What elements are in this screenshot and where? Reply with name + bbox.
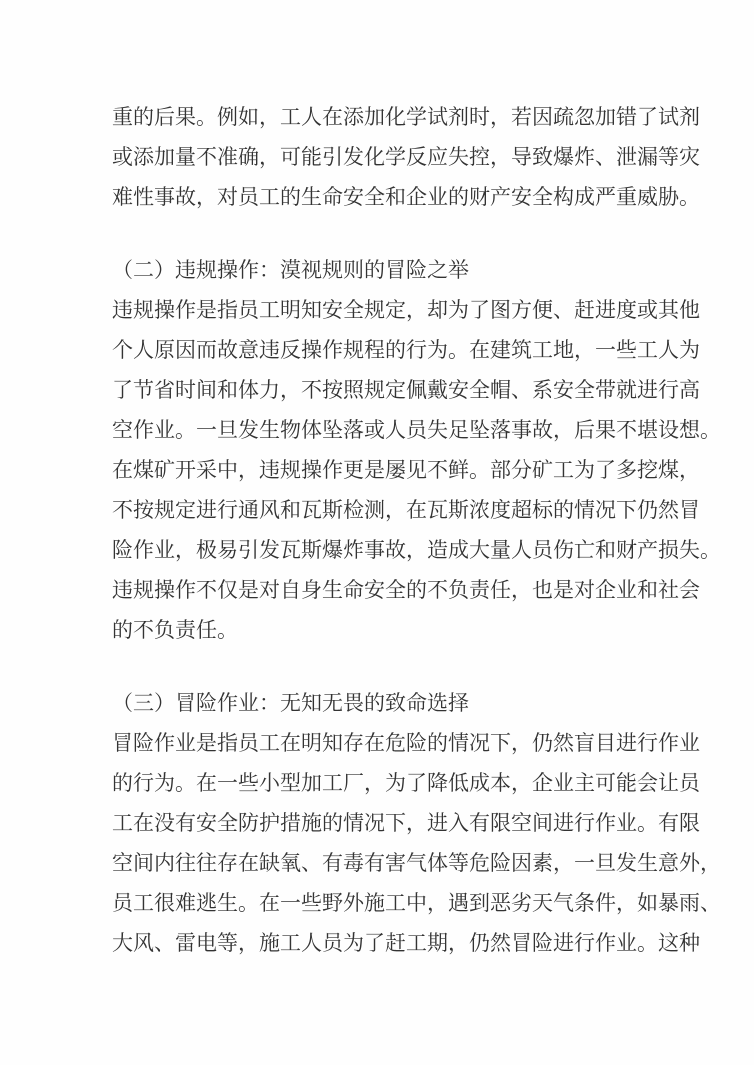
section-2-paragraph xyxy=(112,290,721,650)
text-line: 或添加量不准确，可能引发化学反应失控，导致爆炸、泄漏等灾 xyxy=(112,145,700,169)
text-line: 在煤矿开采中，违规操作更是屡见不鲜。部分矿工为了多挖煤， xyxy=(112,458,700,482)
text-line: 工在没有安全防护措施的情况下，进入有限空间进行作业。有限 xyxy=(112,811,700,835)
text-line: 个人原因而故意违反操作规程的行为。在建筑工地，一些工人为 xyxy=(112,338,700,362)
section-heading-3: （三）冒险作业：无知无畏的致命选择 xyxy=(112,691,469,715)
text-line: 重的后果。例如，工人在添加化学试剂时，若因疏忽加错了试剂 xyxy=(112,105,700,129)
section-3-paragraph xyxy=(112,723,721,963)
text-line: 大风、雷电等，施工人员为了赶工期，仍然冒险进行作业。这种 xyxy=(112,931,700,955)
text-line: 的不负责任。 xyxy=(112,618,238,642)
text-line: 的行为。在一些小型加工厂，为了降低成本，企业主可能会让员 xyxy=(112,771,700,795)
intro-paragraph xyxy=(112,97,700,217)
text-line: 不按规定进行通风和瓦斯检测，在瓦斯浓度超标的情况下仍然冒 xyxy=(112,498,700,522)
text-line: 违规操作不仅是对自身生命安全的不负责任，也是对企业和社会 xyxy=(112,578,700,602)
text-line: 空间内往往存在缺氧、有毒有害气体等危险因素，一旦发生意外， xyxy=(112,851,721,875)
text-line: 难性事故，对员工的生命安全和企业的财产安全构成严重威胁。 xyxy=(112,185,700,209)
text-line: 冒险作业是指员工在明知存在危险的情况下，仍然盲目进行作业 xyxy=(112,731,700,755)
section-heading-2: （二）违规操作：漠视规则的冒险之举 xyxy=(112,258,469,282)
text-line: 险作业，极易引发瓦斯爆炸事故，造成大量人员伤亡和财产损失。 xyxy=(112,538,721,562)
text-line: 空作业。一旦发生物体坠落或人员失足坠落事故，后果不堪设想。 xyxy=(112,418,721,442)
text-line: 违规操作是指员工明知安全规定，却为了图方便、赶进度或其他 xyxy=(112,298,700,322)
text-line: 员工很难逃生。在一些野外施工中，遇到恶劣天气条件，如暴雨、 xyxy=(112,891,721,915)
text-column xyxy=(112,0,721,963)
text-line: 了节省时间和体力，不按照规定佩戴安全帽、系安全带就进行高 xyxy=(112,378,700,402)
